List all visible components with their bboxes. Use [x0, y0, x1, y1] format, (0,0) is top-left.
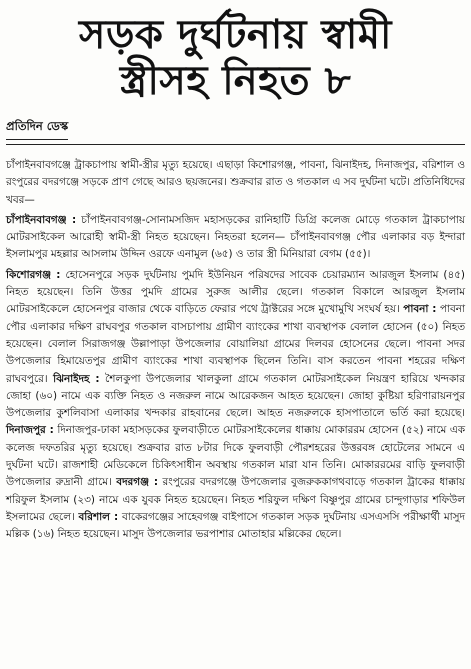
headline-line-1: সড়ক দুর্ঘটনায় স্বামী	[79, 11, 392, 58]
intro-paragraph: চাঁপাইনবাবগঞ্জে ট্রাকচাপায় স্বামী-স্ত্রীর মৃত্যু হয়েছে। এছাড়া কিশোরগঞ্জ, পাবনা, ঝিনাইদহ, দিনাজপুর, বরিশাল ও রংপুরের বদরগঞ্জে সড়কে প্রাণ গেছে আরও ছয়জনের। শুক্রবার রাত ও গতকাল এ সব দুর্ঘটনা ঘটে। প্রতিনিধিদের খবর—	[6, 159, 465, 206]
location-label: বরিশাল :	[78, 510, 119, 523]
paragraph-chapainawabganj	[6, 212, 465, 264]
paragraph-text: বাকেরগঞ্জের সাহেবগঞ্জ বাইপাসে গতকাল সড়ক দুর্ঘটনায় এসএসসি পরীক্ষার্থী মাসুদ মল্লিক (১৬) নিহত হয়েছেন। মাসুদ উপজেলার ভরপাশার মোতাহার মল্লিকের ছেলে।	[6, 510, 465, 541]
location-label: পাবনা :	[403, 303, 437, 316]
divider	[6, 144, 465, 145]
location-label: কিশোরগঞ্জ :	[6, 268, 61, 281]
paragraph-text: পাবনা পৌর এলাকার দক্ষিণ রাঘবপুর গতকাল বাসচাপায় গ্রামীণ ব্যাংকের শাখা ব্যবস্থাপক বেলাল হোসেন (৫০) নিহত হয়েছেন। বেলাল সিরাজগঞ্জ উল্লাপাড়া উপজেলার বোয়ালিয়া গ্রামের দিলবর হোসেনের ছেলে। পাবনা সদর উপজেলার হিমায়েতপুর গ্রামীণ ব্যাংকের শাখা ব্যবস্থাপক ছিলেন তিনি। বাস করতেন পাবনা শহরের দক্ষিণ রাঘবপুরে।	[6, 303, 465, 385]
byline: প্রতিদিন ডেস্ক	[6, 118, 68, 140]
article-body	[6, 157, 465, 544]
byline-row	[6, 104, 465, 140]
article-headline	[6, 8, 465, 104]
location-label: দিনাজপুর :	[6, 424, 54, 437]
paragraph-text: হোসেনপুরে সড়ক দুর্ঘটনায় পুমদি ইউনিয়ন পরিষদের সাবেক চেয়ারম্যান আরজুল ইসলাম (৪৫) নিহত হয়েছেন। তিনি উত্তর পুমদি গ্রামের সুরুজ আলীর ছেলে। গতকাল বিকালে আরজুল ইসলাম মোটরসাইকেলে হোসেনপুর বাজার থেকে বাড়িতে ফেরার পথে ট্রাক্টরের সঙ্গে মুখোমুখি সংঘর্ষ হয়।	[6, 268, 465, 316]
paragraph-text: চাঁপাইনবাবগঞ্জ-সোনামসজিদ মহাসড়কের রানিহাটি ডিগ্রি কলেজ মোড়ে গতকাল ট্রাকচাপায় মোটরসাইকেল আরোহী স্বামী-স্ত্রী নিহত হয়েছেন। নিহতরা হলেন— চাঁপাইনবাবগঞ্জ পৌর এলাকার বড় ইন্দারা ইসলামপুর মহল্লার আসলাম উদ্দিন ওরফে এনামুল (৬৫) ও তার স্ত্রী মিনিয়ারা বেগম (৫৫)।	[6, 213, 465, 261]
location-label: বদরগঞ্জ :	[116, 476, 158, 489]
paragraph-text: শৈলকুপা উপজেলার খালকুলা গ্রামে গতকাল মোটরসাইকেল নিয়ন্ত্রণ হারিয়ে খন্দকার জোহা (৬০) নামে এক ব্যক্তি নিহত ও নজরুল নামে আরেকজন আহত হয়েছেন। জোহা কুষ্টিয়া হরিণারায়নপুর উপজেলার কুশলিবাসা এলাকার খন্দকার রাহবানের ছেলে। আহত নজরুলকে হাসপাতালে ভর্তি করা হয়েছে।	[6, 372, 465, 420]
location-label: ঝিনাইদহ :	[53, 372, 100, 385]
headline-line-2: স্ত্রীসহ নিহত ৮	[119, 57, 352, 104]
paragraph-text: রংপুরের বদরগঞ্জে উপজেলার বুজরুককাগথবাড়ে গতকাল ট্রাকের ধাক্কায় শরিফুল ইসলাম (২৩) নামে এক যুবক নিহত হয়েছেন। নিহত শরিফুল দক্ষিণ বিষ্ণুপুর গ্রামের চান্দুগাড়ার শফিউল ইসলামের ছেলে।	[6, 476, 465, 523]
paragraph-regional	[6, 267, 465, 544]
paragraph-text: দিনাজপুর-ঢাকা মহাসড়কের ফুলবাড়ীতে মোটরসাইকেলের ধাক্কায় মোকাররম হোসেন (৫২) নামে এক কলেজ দফতরির মৃত্যু হয়েছে। শুক্রবার রাত ৮টার দিকে ফুলবাড়ী পৌরশহরের উত্তরবঙ্গ হোটেলের সামনে এ দুর্ঘটনা ঘটে। রাজশাহী মেডিকেলে চিকিৎসাধীন অবস্থায় গতকাল মারা যান তিনি। মোকাররমের বাড়ি ফুলবাড়ী উপজেলার রুদ্রানী গ্রামে।	[6, 424, 466, 489]
location-label: চাঁপাইনবাবগঞ্জ :	[6, 213, 77, 226]
